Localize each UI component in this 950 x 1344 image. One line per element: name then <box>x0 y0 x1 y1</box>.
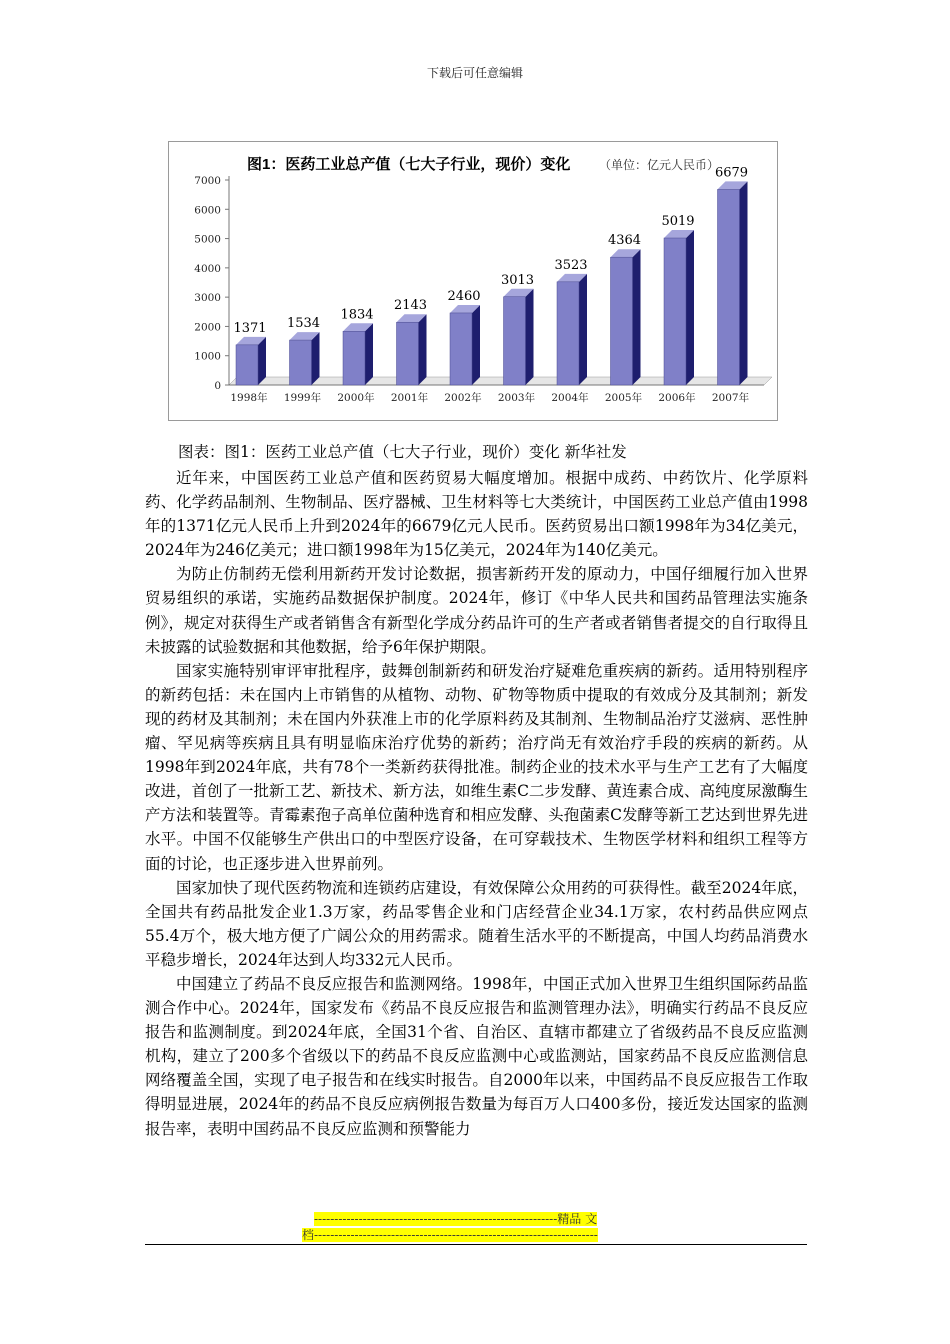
paragraph-5: 中国建立了药品不良反应报告和监测网络。1998年，中国正式加入世界卫生组织国际药品监测合作中心。2024年，国家发布《药品不良反应报告和监测管理办法》，明确实行药品不良反应报告和监测制度。到2024年底，全国31个省、自治区、直辖市都建立了省级药品不良反应监测机构，建立了200多个省级以下的药品不良反应监测中心或监测站，国家药品不良反应监测信息网络覆盖全国，实现了电子报告和在线实时报告。自2000年以来，中国药品不良反应报告工作取得明显进展，2024年的药品不良反应病例报告数量为每百万人口400多份，接近发达国家的监测报告率，表明中国药品不良反应监测和预警能力 <box>145 974 808 1138</box>
paragraph-3: 国家实施特别审评审批程序，鼓舞创制新药和研发治疗疑难危重疾病的新药。适用特别程序的新药包括：未在国内上市销售的从植物、动物、矿物等物质中提取的有效成分及其制剂；新发现的药材及其制剂；未在国内外获准上市的化学原料药及其制剂、生物制品治疗艾滋病、恶性肿瘤、罕见病等疾病且具有明显临床治疗优势的新药；治疗尚无有效治疗手段的疾病的新药。从1998年到2024年底，共有78个一类新药获得批准。制药企业的技术水平与生产工艺有了大幅度改进，首创了一批新工艺、新技术、新方法，如维生素C二步发酵、黄连素合成、高纯度尿激酶生产方法和装置等。青霉素孢子高单位菌种选育和相应发酵、头孢菌素C发酵等新工艺达到世界先进水平。中国不仅能够生产供出口的中型医疗设备，在可穿载技术、生物医学材料和组织工程等方面的讨论，也正逐步进入世界前列。 <box>145 661 808 873</box>
bar-side <box>686 230 694 385</box>
paragraph-2: 为防止仿制药无偿利用新药开发讨论数据，损害新药开发的原动力，中国仔细履行加入世界贸易组织的承诺，实施药品数据保护制度。2024年，修订《中华人民共和国药品管理法实施条例》，规定对获得生产或者销售含有新型化学成分药品许可的生产者或者销售者提交的自行取得且未披露的试验数据和其他数据，给予6年保护期限。 <box>145 565 808 656</box>
bar-value-label: 2143 <box>393 298 428 314</box>
bar <box>397 322 419 385</box>
y-tick-label: 0 <box>214 380 221 392</box>
x-tick-label: 2003年 <box>497 392 536 404</box>
y-tick-label: 5000 <box>194 233 221 246</box>
footer-line-2: 档---------------------------------------------------------------------- <box>302 1228 598 1242</box>
bar <box>718 189 740 385</box>
bar <box>504 297 526 385</box>
bar-side <box>419 314 427 385</box>
x-tick-label: 2000年 <box>337 392 375 404</box>
bar-side <box>579 274 587 385</box>
bar <box>343 331 365 385</box>
bar-value-label: 1834 <box>340 307 374 323</box>
bar-side <box>633 249 641 385</box>
page-header: 下载后可任意编辑 <box>426 66 523 80</box>
paragraph-4: 国家加快了现代医药物流和连锁药店建设，有效保障公众用药的可获得性。截至2024年底，全国共有药品批发企业1.3万家，药品零售企业和门店经营企业34.1万家，农村药品供应网点55.4万个，极大地方便了广阔公众的用药需求。随着生活水平的不断提高，中国人均药品消费水平稳步增长，2024年达到人均332元人民币。 <box>145 878 808 969</box>
footer-banner <box>302 1211 652 1243</box>
bar-side <box>365 323 373 385</box>
bar-side <box>258 337 266 385</box>
x-tick-label: 1998年 <box>230 392 268 404</box>
y-tick-label: 4000 <box>194 262 221 275</box>
y-tick-label: 6000 <box>194 204 221 217</box>
bar <box>450 313 472 385</box>
bar-value-label: 4364 <box>607 233 642 249</box>
bar <box>664 238 686 385</box>
y-tick-label: 1000 <box>194 350 221 363</box>
bar-chart <box>168 141 778 421</box>
figure-caption: 图表：图1：医药工业总产值（七大子行业，现价）变化 新华社发 <box>178 443 627 461</box>
x-tick-label: 2002年 <box>444 392 482 404</box>
bar-value-label: 3523 <box>554 257 588 273</box>
y-tick-label: 3000 <box>194 292 221 305</box>
bar-side <box>472 305 480 385</box>
chart-title: 图1：医药工业总产值（七大子行业，现价）变化 <box>247 156 571 173</box>
footer-divider <box>145 1244 807 1245</box>
bar <box>557 282 579 385</box>
x-tick-label: 2005年 <box>604 392 643 404</box>
x-tick-label: 2004年 <box>551 392 589 404</box>
bar <box>611 257 633 385</box>
x-tick-label: 2001年 <box>390 392 429 404</box>
bar <box>236 345 258 385</box>
bar-value-label: 5019 <box>661 214 695 230</box>
footer-line-1: ------------------------------------------------------------精品 文 <box>314 1212 598 1226</box>
x-tick-label: 2006年 <box>658 392 696 404</box>
chart-svg <box>169 142 777 420</box>
y-tick-label: 7000 <box>194 175 221 187</box>
bar-value-label: 1371 <box>233 320 267 336</box>
bar <box>290 340 312 385</box>
bar-value-label: 3013 <box>500 272 535 288</box>
y-tick-label: 2000 <box>194 321 221 334</box>
x-tick-label: 2007年 <box>711 392 750 404</box>
article-body <box>145 466 808 1141</box>
bar-value-label: 2460 <box>447 288 481 304</box>
bar-side <box>740 181 748 385</box>
paragraph-1: 近年来，中国医药工业总产值和医药贸易大幅度增加。根据中成药、中药饮片、化学原料药、化学药品制剂、生物制品、医疗器械、卫生材料等七大类统计，中国医药工业总产值由1998年的1371亿元人民币上升到2024年的6679亿元人民币。医药贸易出口额1998年为34亿美元，2024年为246亿美元；进口额1998年为15亿美元，2024年为140亿美元。 <box>145 469 808 560</box>
chart-unit-note: （单位：亿元人民币） <box>599 158 720 172</box>
bar-value-label: 1534 <box>286 316 321 332</box>
x-tick-label: 1999年 <box>283 392 322 404</box>
bar-side <box>526 289 534 385</box>
bar-side <box>312 332 320 385</box>
bar-value-label: 6679 <box>714 165 749 181</box>
